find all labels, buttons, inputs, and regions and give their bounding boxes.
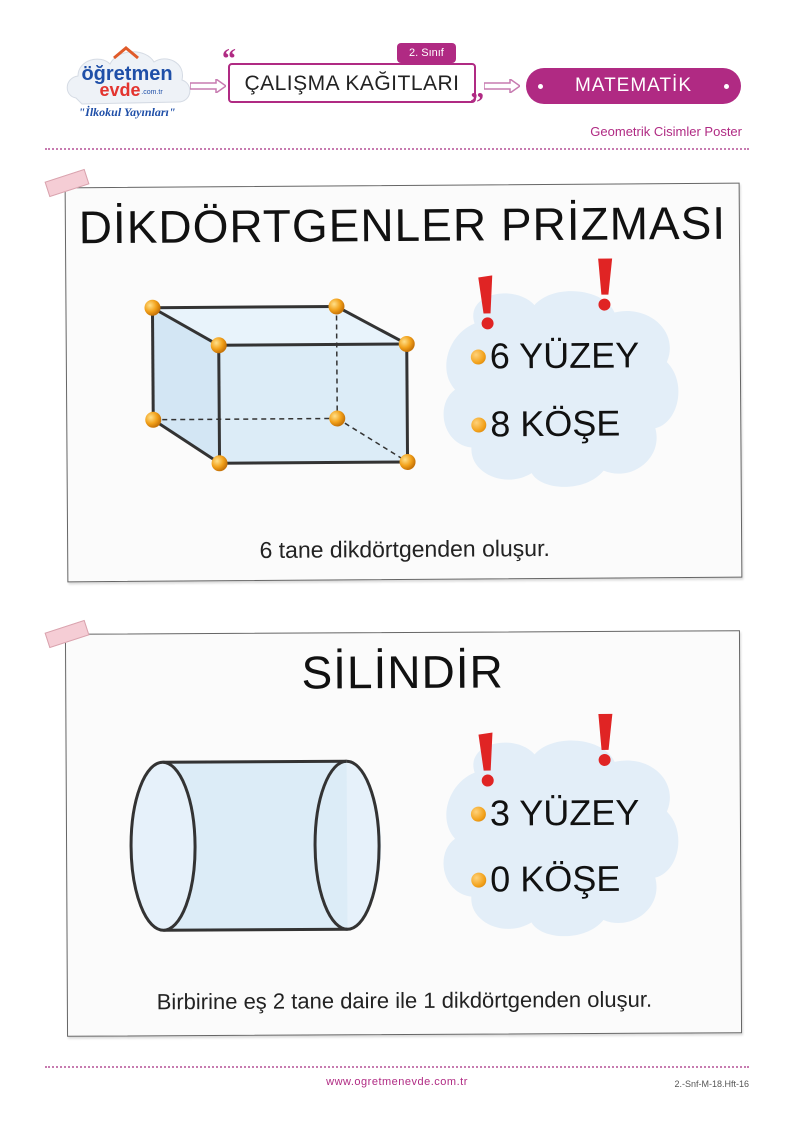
fact-text: 8 KÖŞE — [490, 402, 621, 445]
right-arrow-icon — [190, 79, 226, 93]
vertex-icon — [399, 454, 415, 470]
logo-word2: evde — [99, 80, 141, 100]
vertex-icon — [211, 337, 227, 353]
fact-text: 6 YÜZEY — [489, 334, 640, 377]
header-divider — [45, 148, 749, 150]
page-subtitle: Geometrik Cisimler Poster — [590, 124, 742, 139]
fact-text: 3 YÜZEY — [489, 791, 640, 834]
exclamation-icon — [474, 733, 498, 789]
logo-word1: öğretmen — [81, 63, 173, 85]
cloud-icon — [434, 282, 685, 494]
grade-badge: 2. Sınıf — [397, 43, 456, 63]
bullet-icon — [471, 806, 486, 821]
exclamation-icon — [592, 257, 616, 313]
bullet-icon — [471, 417, 486, 432]
dot-icon — [724, 84, 729, 89]
footer-link[interactable]: www.ogretmenevde.com.tr — [326, 1076, 468, 1088]
fact-vertices — [471, 402, 620, 445]
card-title: DİKDÖRTGENLER PRİZMASI — [78, 196, 727, 254]
cylinder-card — [65, 630, 742, 1037]
vertex-icon — [144, 300, 160, 316]
vertex-icon — [329, 410, 345, 426]
vertex-icon — [212, 455, 228, 471]
card-caption: 6 tane dikdörtgenden oluşur. — [259, 534, 550, 564]
exclamation-icon — [592, 712, 616, 768]
logo-tagline: "İlkokul Yayınları" — [78, 105, 176, 119]
exclamation-icon — [474, 275, 498, 331]
page-code: 2.-Snf-M-18.Hft-16 — [674, 1079, 749, 1089]
cylinder-illustration — [125, 753, 386, 934]
open-quote-icon: “ — [222, 44, 236, 75]
rectangular-prism-illustration — [136, 294, 417, 476]
vertex-icon — [328, 298, 344, 314]
cloud-icon — [434, 732, 685, 943]
vertex-icon — [145, 412, 161, 428]
fact-vertices — [471, 858, 620, 901]
footer-divider — [45, 1066, 749, 1068]
card-caption: Birbirine eş 2 tane daire ile 1 dikdörtgenden oluşur. — [156, 986, 653, 1015]
prism-card — [65, 183, 743, 583]
subject-badge — [526, 68, 741, 104]
close-quote-icon: ” — [470, 88, 484, 119]
subject-label: MATEMATİK — [574, 75, 693, 96]
dot-icon — [538, 84, 543, 89]
fact-faces — [471, 792, 640, 835]
right-arrow-icon — [484, 79, 520, 93]
fact-text: 0 KÖŞE — [490, 857, 621, 900]
worksheet-title: ÇALIŞMA KAĞITLARI — [228, 63, 476, 103]
publisher-logo — [62, 40, 192, 130]
bullet-icon — [471, 872, 486, 887]
card-title: SİLİNDİR — [301, 645, 504, 699]
vertex-icon — [399, 336, 415, 352]
bullet-icon — [471, 349, 486, 364]
logo-domain: .com.tr — [141, 89, 163, 96]
fact-faces — [471, 334, 640, 377]
